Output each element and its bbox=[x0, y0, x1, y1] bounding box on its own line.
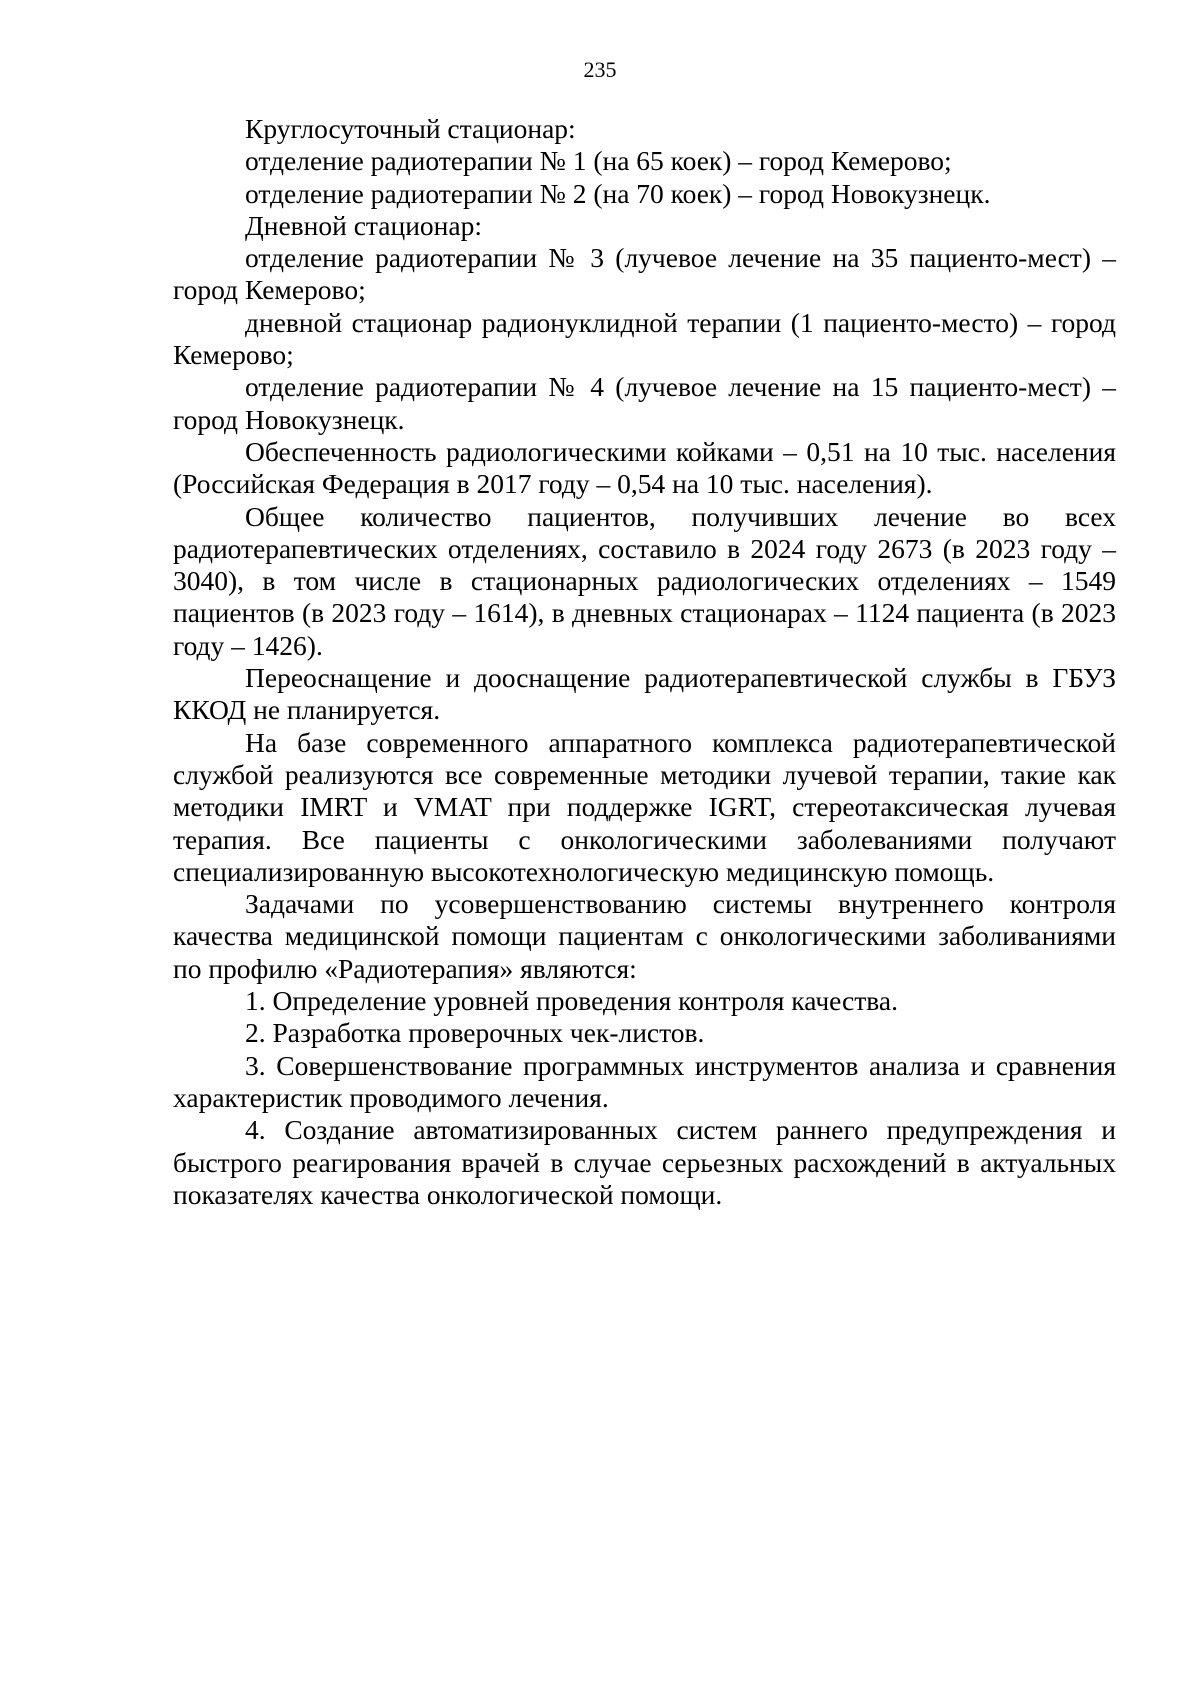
page-number: 235 bbox=[583, 57, 617, 82]
paragraph-radiotherapy-dept-4: отделение радиотерапии № 4 (лучевое лечение на 15 пациенто-мест) – город Новокузнецк. bbox=[173, 371, 1116, 435]
paragraph-bed-provision: Обеспеченность радиологическими койками – 0,51 на 10 тыс. населения (Российская Федерация в 2017 году – 0,54 на 10 тыс. населения). bbox=[173, 435, 1116, 500]
paragraph-radiotherapy-dept-3: отделение радиотерапии № 3 (лучевое лечение на 35 пациенто-мест) – город Кемерово; bbox=[173, 242, 1116, 306]
list-item-1: 1. Определение уровней проведения контроля качества. bbox=[245, 985, 898, 1017]
paragraph-radiotherapy-dept-2: отделение радиотерапии № 2 (на 70 коек) – город Новокузнецк. bbox=[245, 177, 991, 209]
paragraph-day-hospital-heading: Дневной стационар: bbox=[245, 209, 482, 241]
paragraph-patient-count: Общее количество пациентов, получивших лечение во всех радиотерапевтических отделениях, составило в 2024 году 2673 (в 2023 году – 3040), в том числе в стационарных радиологических отделениях – 1549 пациентов (в 2023 году – 1614), в дневных стационарах – 1124 пациента (в 2023 году – 1426). bbox=[173, 500, 1116, 661]
paragraph-inpatient-heading: Круглосуточный стационар: bbox=[245, 113, 576, 144]
list-item-2: 2. Разработка проверочных чек-листов. bbox=[245, 1017, 705, 1049]
paragraph-reequipment: Переоснащение и дооснащение радиотерапевтической службы в ГБУЗ ККОД не планируется. bbox=[173, 662, 1116, 726]
list-item-4: 4. Создание автоматизированных систем раннего предупреждения и быстрого реагирования врачей в случае серьезных расхождений в актуальных показателях качества онкологической помощи. bbox=[173, 1114, 1116, 1210]
paragraph-radiotherapy-dept-1: отделение радиотерапии № 1 (на 65 коек) – город Кемерово; bbox=[245, 145, 952, 177]
paragraph-radionuclide-day-hospital: дневной стационар радионуклидной терапии (1 пациенто-место) – город Кемерово; bbox=[173, 306, 1116, 371]
paragraph-methods: На базе современного аппаратного комплекса радиотерапевтической службой реализуются все современные методики лучевой терапии, такие как методики IMRT и VMAT при поддержке IGRT, стереотаксическая лучевая терапия. Все пациенты с онкологическими заболеваниями получают специализированную высокотехнологическую медицинскую помощь. bbox=[173, 726, 1116, 887]
document-body bbox=[173, 113, 1116, 1211]
list-item-3: 3. Совершенствование программных инструментов анализа и сравнения характеристик проводимого лечения. bbox=[173, 1049, 1116, 1113]
paragraph-quality-tasks: Задачами по усовершенствованию системы внутреннего контроля качества медицинской помощи пациентам с онкологическими заболиваниями по профилю «Радиотерапия» являются: bbox=[173, 888, 1116, 984]
